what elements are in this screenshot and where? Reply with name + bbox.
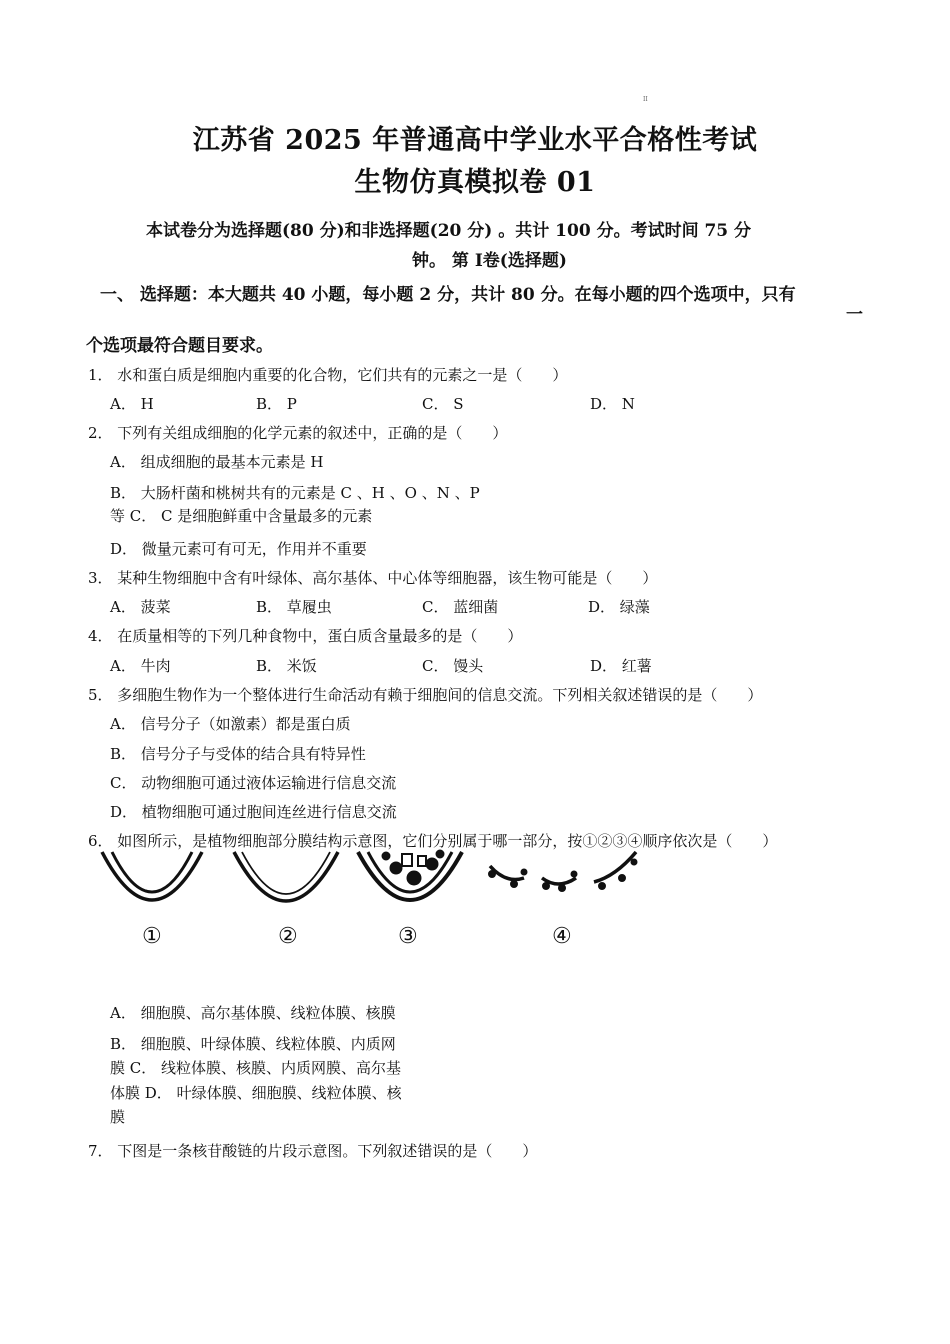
- q1-stem: 1． 水和蛋白质是细胞内重要的化合物，它们共有的元素之一是（ ）: [88, 366, 568, 384]
- q3-option-b: B． 草履虫: [256, 598, 332, 616]
- q6-stem: 6． 如图所示，是植物细胞部分膜结构示意图，它们分别属于哪一部分，按①②③④顺序依次是（ ）: [88, 832, 778, 850]
- membrane-diagram-1: [102, 852, 202, 900]
- corner-mark: II: [643, 96, 648, 103]
- q2-option-b: B． 大肠杆菌和桃树共有的元素是 C 、H 、O 、N 、P: [110, 484, 480, 502]
- q5-option-c: C． 动物细胞可通过液体运输进行信息交流: [110, 774, 397, 792]
- intro-line2: 钟。 第 Ⅰ卷(选择题): [412, 251, 567, 271]
- q6-option-d-cont: 膜: [110, 1108, 126, 1126]
- q4-option-b: B． 米饭: [256, 657, 317, 675]
- figure-label-3: ③: [398, 924, 418, 949]
- q5-option-a: A． 信号分子（如激素）都是蛋白质: [110, 715, 351, 733]
- membrane-diagram-3: [358, 850, 462, 900]
- figure-label-2: ②: [278, 924, 298, 949]
- figure-label-4: ④: [552, 924, 572, 949]
- q4-stem: 4． 在质量相等的下列几种食物中，蛋白质含量最多的是（ ）: [88, 627, 523, 645]
- q7-stem: 7． 下图是一条核苷酸链的片段示意图。下列叙述错误的是（ ）: [88, 1142, 538, 1160]
- q4-option-c: C． 馒头: [422, 657, 484, 675]
- membrane-diagram-2: [234, 852, 338, 901]
- q6-option-a: A． 细胞膜、高尔基体膜、线粒体膜、核膜: [110, 1004, 396, 1022]
- q3-option-a: A． 菠菜: [110, 598, 171, 616]
- q6-option-c: 膜 C． 线粒体膜、核膜、内质网膜、高尔基: [110, 1059, 402, 1077]
- section-heading: 一、 选择题：本大题共 40 小题，每小题 2 分，共计 80 分。在每小题的四个选项中，只有: [100, 285, 796, 305]
- section-dash: 一: [846, 305, 863, 325]
- q1-option-a: A． H: [110, 395, 154, 413]
- q3-stem: 3． 某种生物细胞中含有叶绿体、高尔基体、中心体等细胞器，该生物可能是（ ）: [88, 569, 658, 587]
- figure-label-1: ①: [142, 924, 162, 949]
- membrane-structure-figure: [96, 848, 656, 960]
- page-title-line1: 江苏省 2025 年普通高中学业水平合格性考试: [192, 125, 758, 156]
- page-title-line2: 生物仿真模拟卷 01: [354, 167, 596, 198]
- q2-option-b-cont: 等 C． C 是细胞鲜重中含量最多的元素: [110, 507, 373, 525]
- q5-option-b: B． 信号分子与受体的结合具有特异性: [110, 745, 366, 763]
- q1-option-d: D． N: [590, 395, 635, 413]
- q2-option-a: A． 组成细胞的最基本元素是 H: [110, 453, 324, 471]
- q4-option-a: A． 牛肉: [110, 657, 171, 675]
- membrane-diagram-4: [489, 852, 638, 892]
- q3-option-c: C． 蓝细菌: [422, 598, 499, 616]
- q2-option-d: D． 微量元素可有可无，作用并不重要: [110, 540, 367, 558]
- q5-stem: 5． 多细胞生物作为一个整体进行生命活动有赖于细胞间的信息交流。下列相关叙述错误的是（ ）: [88, 686, 763, 704]
- q4-option-d: D． 红薯: [590, 657, 652, 675]
- q6-option-b: B． 细胞膜、叶绿体膜、线粒体膜、内质网: [110, 1035, 396, 1053]
- intro-line1: 本试卷分为选择题(80 分)和非选择题(20 分) 。共计 100 分。考试时间 75 分: [146, 221, 752, 241]
- q6-option-d: 体膜 D． 叶绿体膜、细胞膜、线粒体膜、核: [110, 1084, 402, 1102]
- q2-stem: 2． 下列有关组成细胞的化学元素的叙述中，正确的是（ ）: [88, 424, 508, 442]
- section-heading-cont: 个选项最符合题目要求。: [86, 336, 273, 356]
- q1-option-c: C． S: [422, 395, 464, 413]
- q1-option-b: B． P: [256, 395, 297, 413]
- q3-option-d: D． 绿藻: [588, 598, 650, 616]
- q5-option-d: D． 植物细胞可通过胞间连丝进行信息交流: [110, 803, 397, 821]
